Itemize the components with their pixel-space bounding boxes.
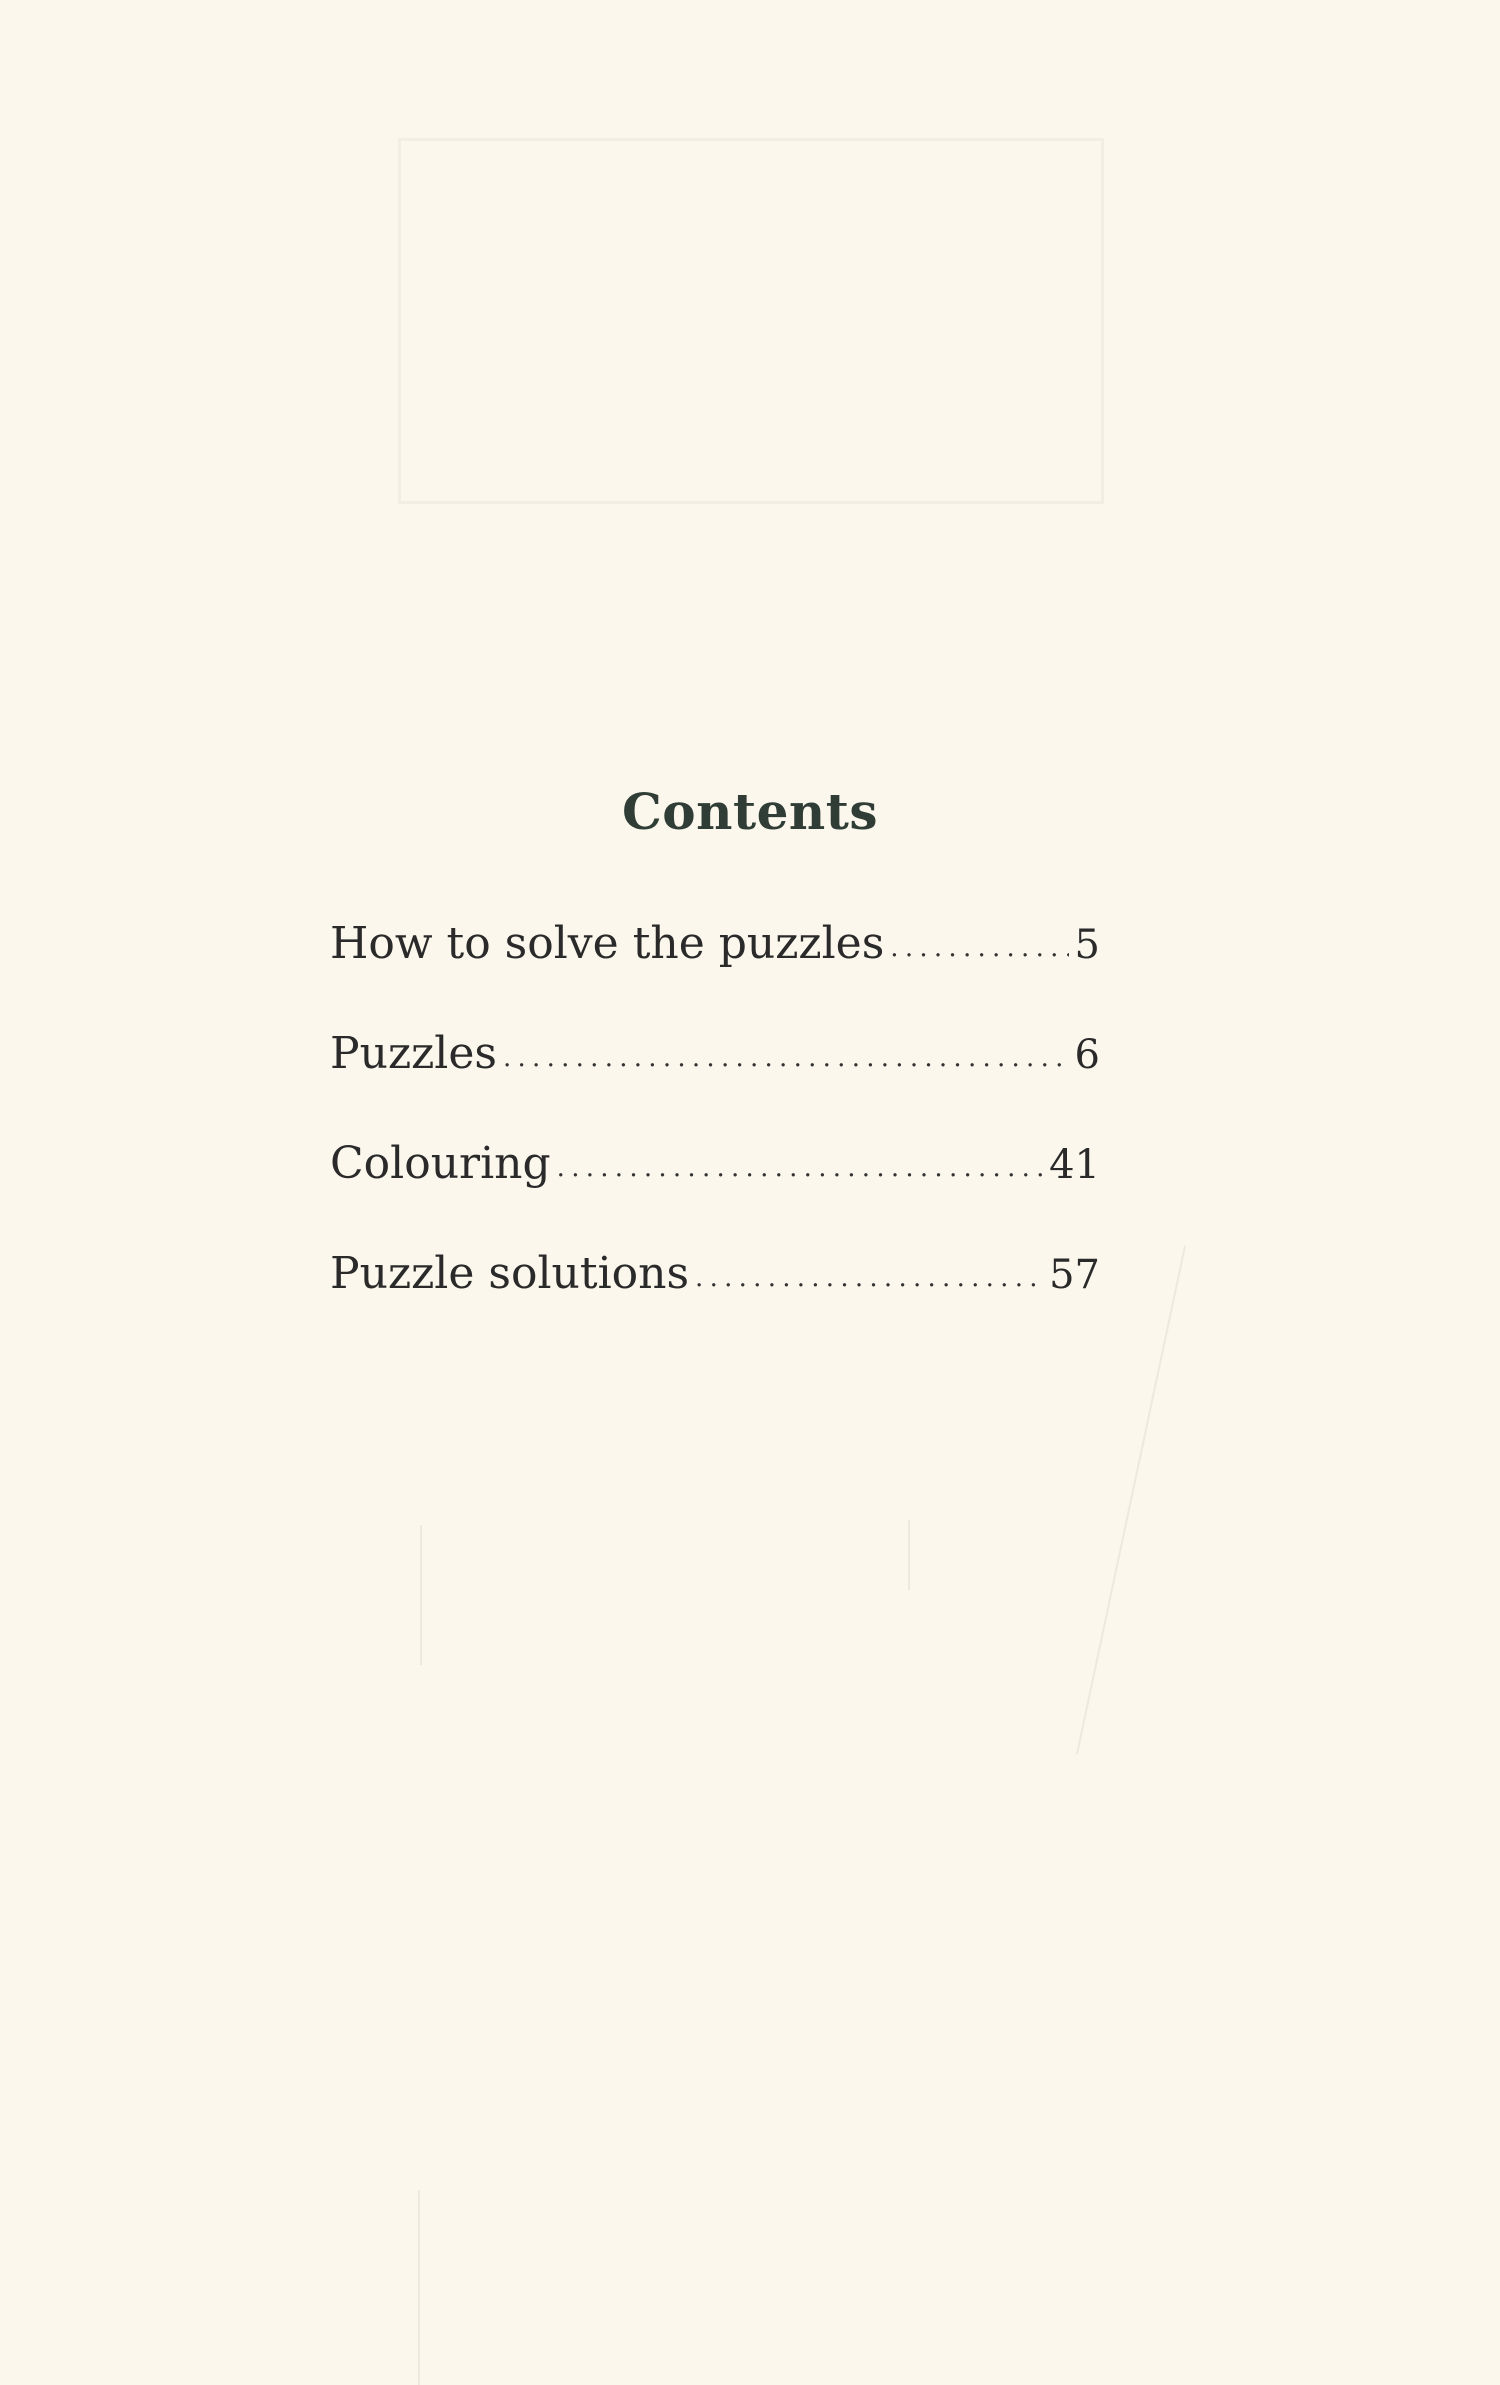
toc-entry[interactable]	[330, 918, 1100, 988]
toc-leader-dots	[890, 933, 1068, 963]
toc-leader-dots	[503, 1043, 1069, 1073]
toc-entry-label: Puzzle solutions	[330, 1248, 690, 1299]
page-title: Contents	[621, 782, 878, 841]
toc-leader-dots	[557, 1153, 1043, 1183]
toc-leader-dots	[695, 1263, 1043, 1293]
show-through-line	[418, 2190, 420, 2385]
show-through-box	[398, 138, 1104, 504]
toc-entry-page: 57	[1049, 1252, 1100, 1298]
toc-entry-page: 6	[1074, 1032, 1100, 1078]
show-through-line	[908, 1520, 910, 1590]
toc-entry-label: How to solve the puzzles	[330, 918, 885, 969]
toc-entry[interactable]	[330, 1138, 1100, 1208]
show-through-line	[420, 1525, 422, 1665]
toc-entry-label: Puzzles	[330, 1028, 497, 1079]
toc-entry-label: Colouring	[330, 1138, 551, 1189]
toc-entry[interactable]	[330, 1028, 1100, 1098]
toc-entry-page: 5	[1074, 922, 1100, 968]
toc-entry[interactable]	[330, 1248, 1100, 1318]
show-through-line	[1076, 1245, 1186, 1754]
toc-entry-page: 41	[1049, 1142, 1100, 1188]
